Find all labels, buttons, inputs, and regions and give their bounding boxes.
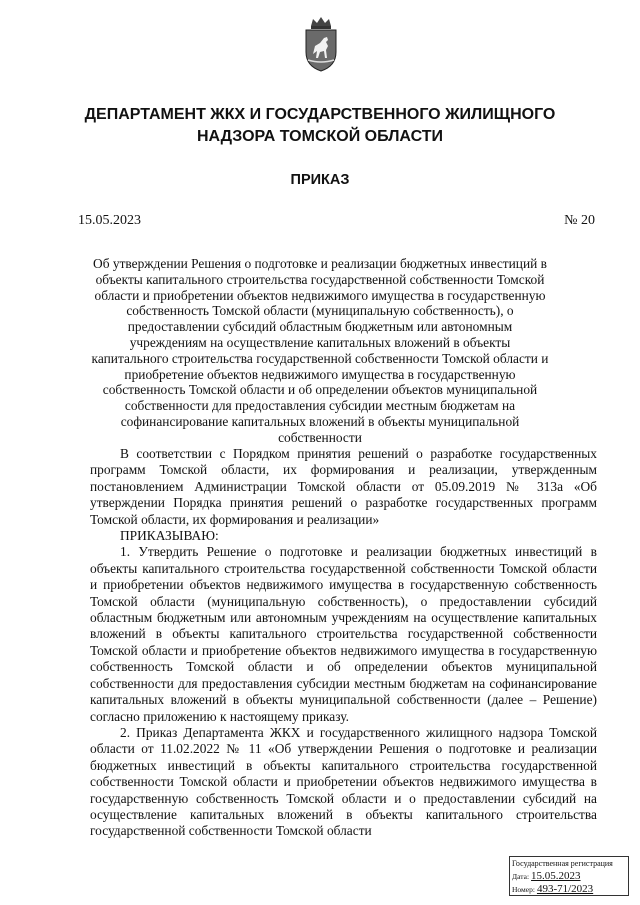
document-body xyxy=(90,446,597,840)
registration-date-label: Дата: xyxy=(512,872,530,881)
org-line-1: ДЕПАРТАМЕНТ ЖКХ И ГОСУДАРСТВЕННОГО ЖИЛИЩНОГО xyxy=(84,106,556,123)
coat-of-arms-icon xyxy=(300,16,342,72)
preamble-paragraph: В соответствии с Порядком принятия решений о разработке государственных программ Томской области, их формирования и реализации, утвержденным постановлением Администрации Томской области от 05.09.2019 № 313а «Об утверждении Порядка принятия решений о разработке государственных программ Томской области, их формирования и реализации» xyxy=(90,446,597,527)
document-subject: Об утверждении Решения о подготовке и реализации бюджетных инвестиций в объекты капитального строительства государственной собственности Томской области и приобретении объектов недвижимого имущества в государственную собственность Томской области (муниципальную собственность), о предоставлении субсидий областным бюджетным или автономным учреждениям на осуществление капитальных вложений в объекты капитального строительства государственной собственности Томской области и приобретение объектов недвижимого имущества в государственную собственность Томской области и об определении объектов муниципальной собственности для предоставления субсидии местным бюджетам на софинансирование капитальных вложений в объекты муниципальной собственности xyxy=(91,256,549,445)
registration-date-row xyxy=(512,870,628,883)
order-item-2: 2. Приказ Департамента ЖКХ и государственного жилищного надзора Томской области от 11.02.2022 № 11 «Об утверждении Решения о подготовке и реализации бюджетных инвестиций в объекты капитального строительства государственной собственности Томской области и приобретении объектов недвижимого имущества в государственную собственность Томской области и о предоставлении субсидий на осуществление капитальных вложений в объекты капитального строительства государственной собственности Томской области xyxy=(90,724,597,839)
registration-date-value: 15.05.2023 xyxy=(531,870,581,882)
order-item-1: 1. Утвердить Решение о подготовке и реализации бюджетных инвестиций в объекты капитального строительства государственной собственности Томской области и приобретении объектов недвижимого имущества в государственную собственность Томской области (муниципальную собственность), о предоставлении субсидий областным бюджетным или автономным учреждениям на осуществление капитальных вложений в объекты капитального строительства государственной собственности Томской области и приобретение объектов недвижимого имущества в государственную собственность Томской области и об определении объектов муниципальной собственности для предоставления субсидии местным бюджетам на софинансирование капитальных вложений в объекты муниципальной собственности (далее – Решение) согласно приложению к настоящему приказу. xyxy=(90,544,597,724)
org-line-2: НАДЗОРА ТОМСКОЙ ОБЛАСТИ xyxy=(196,128,444,145)
document-number: № 20 xyxy=(564,213,595,228)
registration-number-value: 493-71/2023 xyxy=(536,883,594,895)
registration-number-row xyxy=(512,883,628,896)
registration-number-label: Номер: xyxy=(512,885,535,894)
order-word: ПРИКАЗЫВАЮ: xyxy=(120,528,219,544)
registration-title: Государственная регистрация xyxy=(512,859,613,868)
registration-stamp xyxy=(509,856,629,896)
organization-title xyxy=(60,104,580,148)
document-type: ПРИКАЗ xyxy=(290,172,350,188)
document-date: 15.05.2023 xyxy=(78,213,141,228)
